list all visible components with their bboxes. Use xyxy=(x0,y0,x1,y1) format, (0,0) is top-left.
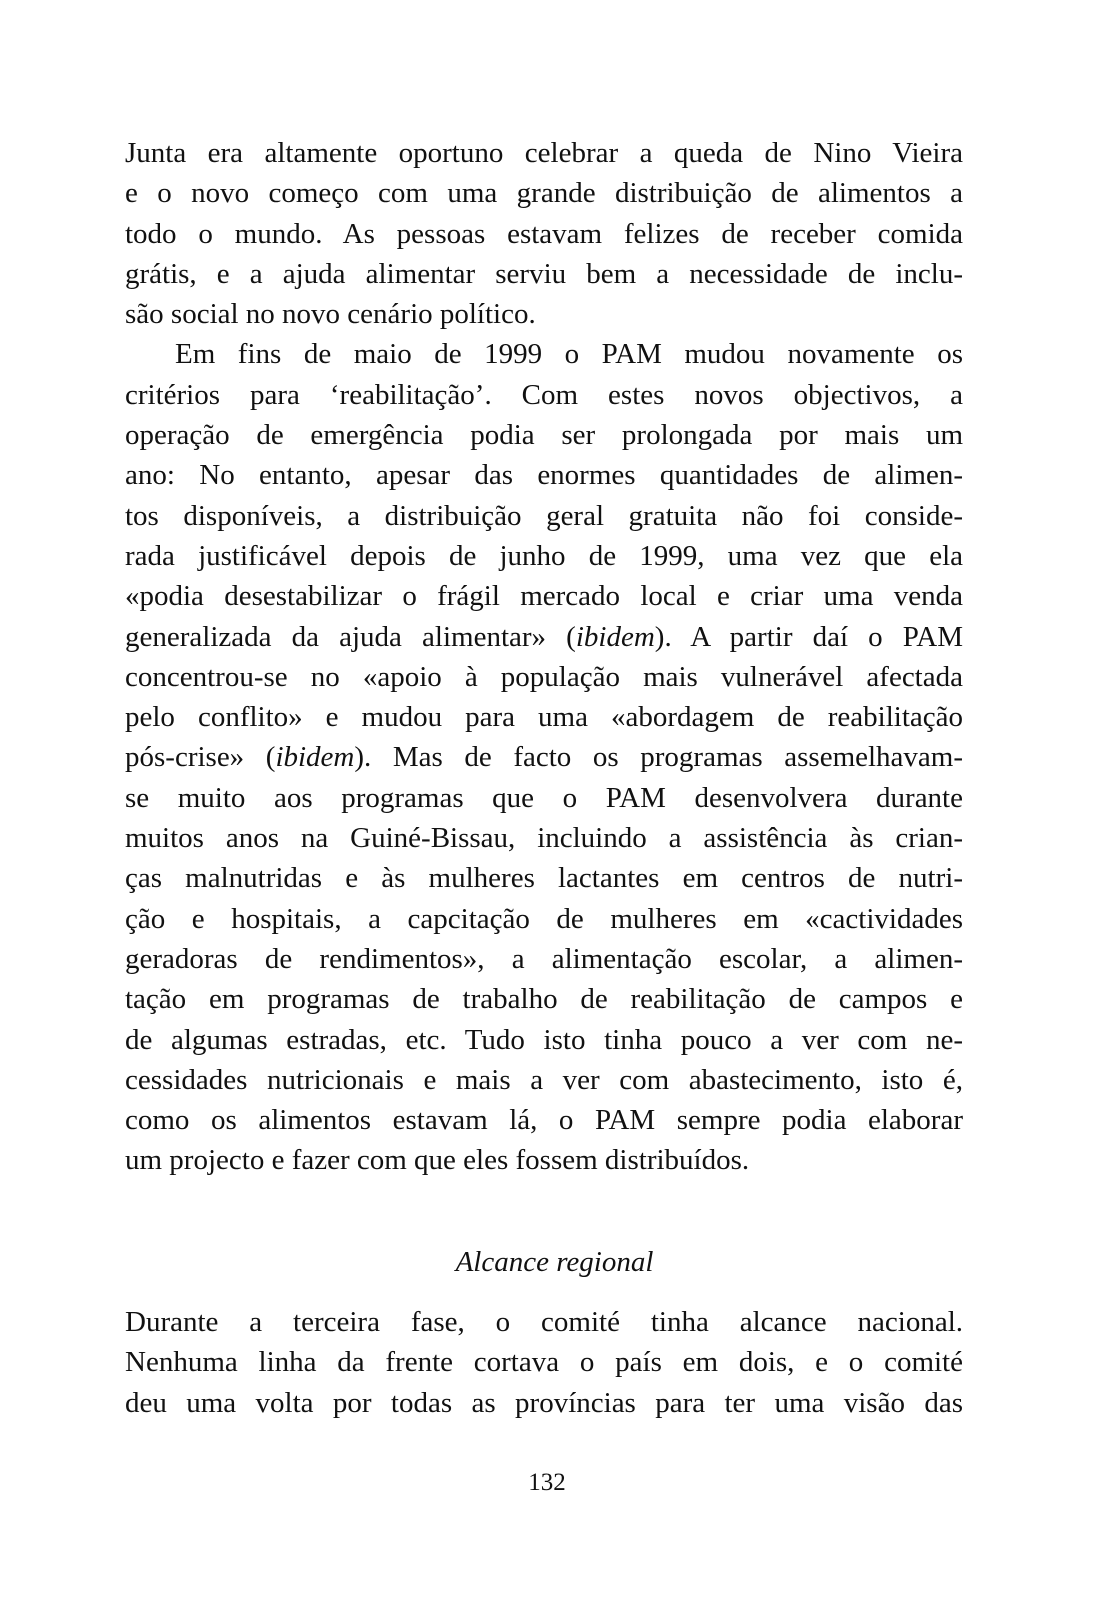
text-segment: ). Mas de facto os programas assemelhavam- xyxy=(354,741,964,774)
text-line: critérios para ‘reabilitação’. Com estes novos objectivos, a xyxy=(125,378,963,411)
text-line: Em fins de maio de 1999 o PAM mudou novamente os xyxy=(175,338,963,371)
text-line: Nenhuma linha da frente cortava o país em dois, e o comité xyxy=(125,1346,963,1379)
text-line: e o novo começo com uma grande distribuição de alimentos a xyxy=(125,177,963,210)
text-line: Durante a terceira fase, o comité tinha alcance nacional. xyxy=(125,1306,963,1338)
text-line: tos disponíveis, a distribuição geral gratuita não foi conside- xyxy=(125,499,963,532)
text-line: rada justificável depois de junho de 1999, uma vez que ela xyxy=(125,539,963,572)
text-line: são social no novo cenário político. xyxy=(125,298,536,331)
text-line: ção e hospitais, a capcitação de mulheres em «cactividades xyxy=(125,902,963,935)
text-line: ças malnutridas e às mulheres lactantes em centros de nutri- xyxy=(125,862,963,895)
text-line: se muito aos programas que o PAM desenvolvera durante xyxy=(125,781,963,814)
italic-citation: ibidem xyxy=(575,620,655,653)
text-segment: generalizada da ajuda alimentar» ( xyxy=(125,620,576,653)
text-segment: pós-crise» ( xyxy=(125,741,276,774)
text-line xyxy=(125,617,963,657)
text-line: cessidades nutricionais e mais a ver com abastecimento, isto é, xyxy=(125,1063,963,1096)
page-number: 132 xyxy=(528,1469,566,1496)
text-line: «podia desestabilizar o frágil mercado local e criar uma venda xyxy=(125,580,963,613)
text-line: Junta era altamente oportuno celebrar a queda de Nino Vieira xyxy=(125,137,963,169)
text-line: geradoras de rendimentos», a alimentação escolar, a alimen- xyxy=(125,942,963,975)
text-line xyxy=(125,737,963,777)
text-line: todo o mundo. As pessoas estavam felizes de receber comida xyxy=(125,217,963,250)
text-line: muitos anos na Guiné-Bissau, incluindo a assistência às crian- xyxy=(125,822,963,855)
text-segment: ). A partir daí o PAM xyxy=(654,620,963,653)
text-line: concentrou-se no «apoio à população mais vulnerável afectada xyxy=(125,660,963,693)
text-line: ano: No entanto, apesar das enormes quantidades de alimen- xyxy=(125,459,963,492)
body-text xyxy=(125,133,963,1181)
section-heading: Alcance regional xyxy=(455,1246,654,1278)
text-line: como os alimentos estavam lá, o PAM sempre podia elaborar xyxy=(125,1104,963,1137)
text-line: pelo conflito» e mudou para uma «abordagem de reabilitação xyxy=(125,701,963,734)
text-line: de algumas estradas, etc. Tudo isto tinha pouco a ver com ne- xyxy=(125,1023,963,1056)
text-line: operação de emergência podia ser prolongada por mais um xyxy=(125,419,963,452)
body-text xyxy=(125,1302,963,1423)
text-line: deu uma volta por todas as províncias para ter uma visão das xyxy=(125,1386,963,1419)
text-line: tação em programas de trabalho de reabilitação de campos e xyxy=(125,983,963,1016)
italic-citation: ibidem xyxy=(275,741,355,774)
text-line: grátis, e a ajuda alimentar serviu bem a necessidade de inclu- xyxy=(125,257,963,290)
text-line: um projecto e fazer com que eles fossem distribuídos. xyxy=(125,1144,750,1177)
